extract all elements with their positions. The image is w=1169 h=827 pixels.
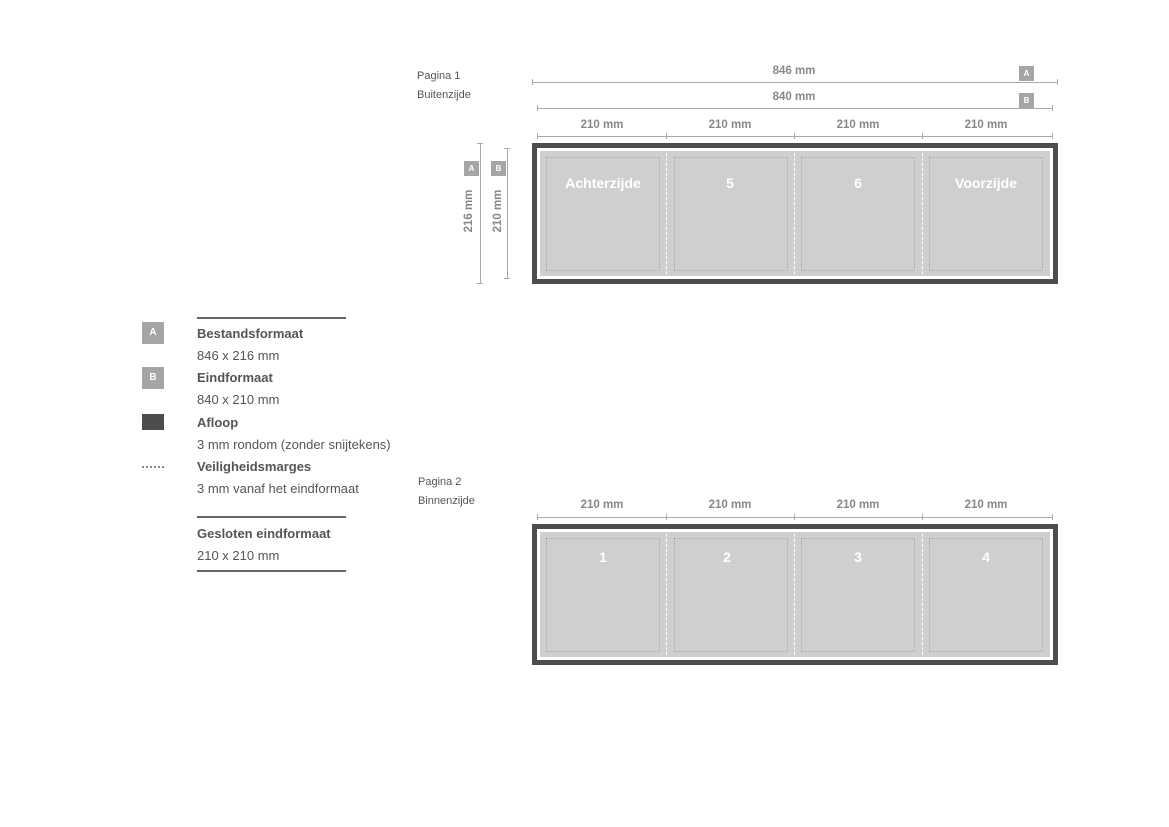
dimension-tick: [922, 133, 923, 139]
legend-divider: [197, 570, 346, 572]
panel-label: 3: [854, 549, 862, 565]
legend-text: 3 mm rondom (zonder snijtekens): [197, 437, 391, 452]
dimension-tick: [537, 514, 538, 520]
panel-width-label: 210 mm: [708, 499, 752, 511]
page2-label: Pagina 2: [418, 476, 462, 488]
panel-width-line: [537, 136, 1053, 137]
legend-text: 840 x 210 mm: [197, 392, 280, 407]
dimension-tick: [1052, 514, 1053, 520]
fold-line: [922, 148, 923, 279]
legend-divider: [197, 516, 346, 518]
badge-a: A: [1019, 66, 1034, 81]
legend-title: Bestandsformaat: [197, 326, 304, 341]
badge-b: B: [491, 161, 506, 176]
page2-sublabel: Binnenzijde: [418, 495, 475, 507]
dimension-tick: [666, 133, 667, 139]
badge-a: A: [464, 161, 479, 176]
legend-text: 846 x 216 mm: [197, 348, 280, 363]
legend-divider: [197, 317, 346, 319]
panel-width-label: 210 mm: [964, 499, 1008, 511]
fold-line: [666, 148, 667, 279]
legend-title: Veiligheidsmarges: [197, 459, 312, 474]
panel-width-line: [537, 517, 1053, 518]
dimension-tick: [504, 278, 510, 279]
panel-label: 2: [723, 549, 731, 565]
panel-width-label: 210 mm: [708, 119, 752, 131]
panel-label: 4: [982, 549, 990, 565]
trim-width-line: [537, 108, 1053, 109]
panel-width-label: 210 mm: [836, 119, 880, 131]
dimension-tick: [537, 133, 538, 139]
panel-label: 1: [599, 549, 607, 565]
panel-label: Achterzijde: [565, 175, 641, 191]
panel-label: 5: [726, 175, 734, 191]
dimension-tick: [1057, 79, 1058, 85]
panel-label: Voorzijde: [955, 175, 1017, 191]
legend-title: Eindformaat: [197, 370, 273, 385]
legend-badge-a: A: [142, 322, 164, 344]
panel-label: 6: [854, 175, 862, 191]
dimension-tick: [922, 514, 923, 520]
file-height-line: [480, 143, 481, 284]
dimension-tick: [1052, 133, 1053, 139]
bleed-swatch: [142, 414, 164, 430]
trim-height-line: [507, 148, 508, 279]
dimension-tick: [794, 514, 795, 520]
dotted-line-icon: [142, 466, 164, 468]
panel-width-label: 210 mm: [964, 119, 1008, 131]
badge-b: B: [1019, 93, 1034, 108]
legend-badge-b: B: [142, 367, 164, 389]
dimension-tick: [666, 514, 667, 520]
legend-text: 3 mm vanaf het eindformaat: [197, 481, 359, 496]
panel-width-label: 210 mm: [580, 499, 624, 511]
page1-label: Pagina 1: [417, 70, 461, 82]
file-width-dimension: 846 mm: [772, 65, 816, 77]
dimension-tick: [794, 133, 795, 139]
dimension-tick: [537, 105, 538, 111]
dimension-tick: [477, 143, 483, 144]
closed-format-text: 210 x 210 mm: [197, 548, 280, 563]
dimension-tick: [504, 148, 510, 149]
trim-height-dimension: 210 mm: [492, 189, 504, 233]
file-width-line: [532, 82, 1058, 83]
legend-title: Afloop: [197, 415, 239, 430]
fold-line: [794, 148, 795, 279]
trim-width-dimension: 840 mm: [772, 91, 816, 103]
dimension-tick: [1052, 105, 1053, 111]
page1-sublabel: Buitenzijde: [417, 89, 471, 101]
file-height-dimension: 216 mm: [463, 189, 475, 233]
panel-width-label: 210 mm: [580, 119, 624, 131]
closed-format-title: Gesloten eindformaat: [197, 526, 331, 541]
panel-width-label: 210 mm: [836, 499, 880, 511]
dimension-tick: [532, 79, 533, 85]
dimension-tick: [477, 283, 483, 284]
